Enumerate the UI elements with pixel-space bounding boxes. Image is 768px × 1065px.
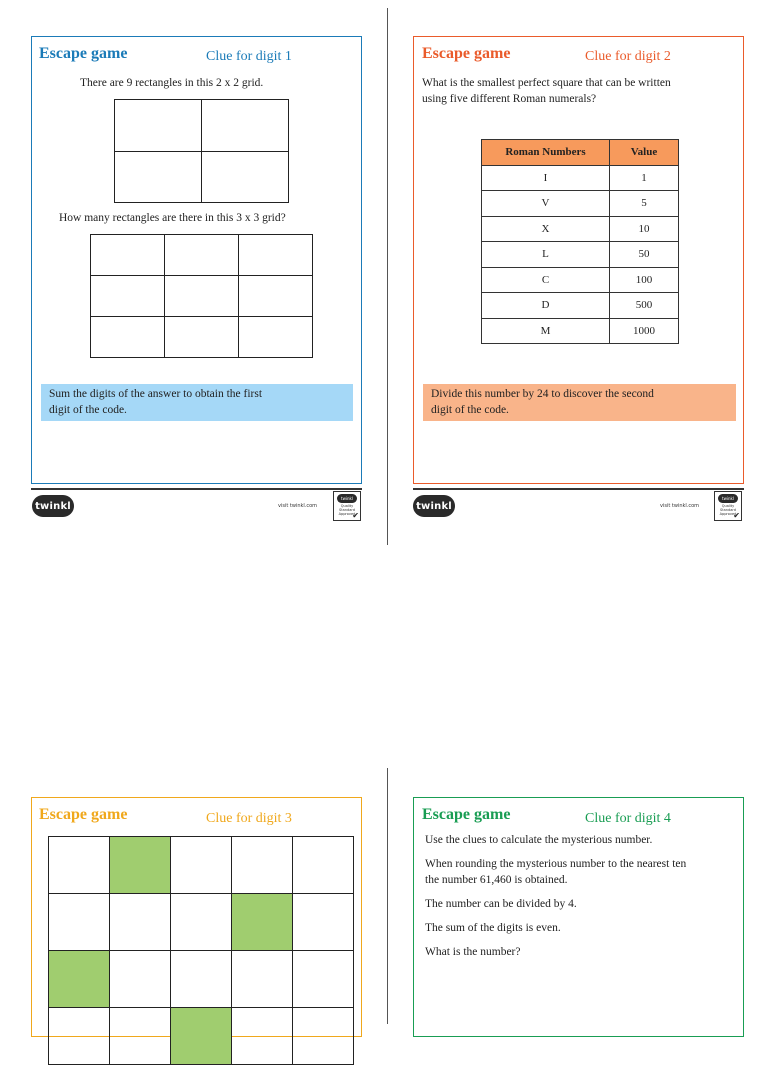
card-title: Escape game <box>39 45 128 62</box>
roman-numerals-table <box>481 139 679 344</box>
table-header: Roman Numbers <box>482 140 610 166</box>
instruction-box <box>41 384 353 421</box>
clue-text: the number 61,460 is obtained. <box>425 874 568 886</box>
grid-2x2 <box>114 99 289 203</box>
grid-cell <box>110 894 171 951</box>
twinkl-logo: twinkl <box>32 495 74 517</box>
grid-row <box>49 1008 354 1065</box>
question-line: using five different Roman numerals? <box>422 93 597 105</box>
colored-grid <box>48 836 354 1065</box>
value-cell: 500 <box>610 293 679 319</box>
grid-cell <box>165 276 239 317</box>
table-row <box>482 293 679 319</box>
table-row <box>482 318 679 344</box>
grid-cell <box>171 837 232 894</box>
grid-cell <box>293 1008 354 1065</box>
table-row <box>482 216 679 242</box>
footer-rule-left <box>31 488 362 490</box>
clue-text: The number can be divided by 4. <box>425 898 577 910</box>
clue-card-2 <box>413 36 744 484</box>
card-subtitle: Clue for digit 2 <box>585 49 671 64</box>
instruction-line: digit of the code. <box>431 404 509 416</box>
grid-cell <box>91 276 165 317</box>
grid-cell <box>165 317 239 358</box>
grid-cell-shaded <box>171 1008 232 1065</box>
grid-3x3 <box>90 234 313 358</box>
grid-cell <box>232 837 293 894</box>
roman-numeral-cell: V <box>482 191 610 217</box>
badge-text: Quality Standard Approved <box>338 504 356 516</box>
page-divider-top <box>387 8 388 545</box>
grid-cell <box>293 894 354 951</box>
twinkl-logo: twinkl <box>413 495 455 517</box>
grid-row <box>49 894 354 951</box>
roman-numeral-cell: I <box>482 165 610 191</box>
quality-badge <box>333 491 361 521</box>
table-header: Value <box>610 140 679 166</box>
clue-card-1 <box>31 36 362 484</box>
grid-cell <box>239 235 313 276</box>
grid-cell <box>91 235 165 276</box>
grid-cell <box>165 235 239 276</box>
intro-text: There are 9 rectangles in this 2 x 2 grid. <box>80 77 264 89</box>
card-subtitle: Clue for digit 3 <box>206 811 292 826</box>
clue-card-3 <box>31 797 362 1037</box>
grid-cell <box>115 100 202 152</box>
grid-cell <box>239 276 313 317</box>
value-cell: 1 <box>610 165 679 191</box>
grid-cell <box>232 1008 293 1065</box>
question-text: How many rectangles are there in this 3 x 3 grid? <box>59 212 286 224</box>
instruction-line: Sum the digits of the answer to obtain the first <box>49 388 263 400</box>
card-title: Escape game <box>422 806 511 823</box>
roman-numeral-cell: X <box>482 216 610 242</box>
grid-cell-shaded <box>232 894 293 951</box>
grid-cell <box>115 151 202 203</box>
footer-rule-right <box>413 488 744 490</box>
roman-numeral-cell: L <box>482 242 610 268</box>
roman-numeral-cell: D <box>482 293 610 319</box>
checkmark-icon: ✔ <box>733 511 740 520</box>
table-row <box>482 267 679 293</box>
card-subtitle: Clue for digit 1 <box>206 49 292 64</box>
grid-cell <box>110 951 171 1008</box>
roman-numeral-cell: C <box>482 267 610 293</box>
roman-numeral-cell: M <box>482 318 610 344</box>
grid-row <box>49 951 354 1008</box>
grid-cell <box>49 1008 110 1065</box>
grid-row <box>49 837 354 894</box>
table-row <box>482 165 679 191</box>
grid-cell <box>171 951 232 1008</box>
grid-cell <box>202 100 289 152</box>
instruction-box <box>423 384 736 421</box>
value-cell: 100 <box>610 267 679 293</box>
grid-cell <box>110 1008 171 1065</box>
grid-cell-shaded <box>49 951 110 1008</box>
grid-cell <box>91 317 165 358</box>
grid-cell <box>202 151 289 203</box>
value-cell: 10 <box>610 216 679 242</box>
page-divider-bottom <box>387 768 388 1024</box>
visit-link[interactable]: visit twinkl.com <box>660 503 700 509</box>
badge-logo: twinkl <box>718 494 738 503</box>
quality-badge <box>714 491 742 521</box>
question-line: What is the smallest perfect square that can be written <box>422 77 671 89</box>
value-cell: 1000 <box>610 318 679 344</box>
grid-cell <box>49 837 110 894</box>
card-title: Escape game <box>39 806 128 823</box>
visit-link[interactable]: visit twinkl.com <box>278 503 318 509</box>
value-cell: 50 <box>610 242 679 268</box>
checkmark-icon: ✔ <box>352 511 359 520</box>
table-row <box>482 191 679 217</box>
clue-text: When rounding the mysterious number to the nearest ten <box>425 858 687 870</box>
grid-cell <box>293 951 354 1008</box>
clue-card-4 <box>413 797 744 1037</box>
badge-logo: twinkl <box>337 494 357 503</box>
badge-text: Quality Standard Approved <box>719 504 737 516</box>
table-row <box>482 242 679 268</box>
instruction-line: Divide this number by 24 to discover the second <box>431 388 654 400</box>
card-subtitle: Clue for digit 4 <box>585 811 671 826</box>
grid-cell <box>49 894 110 951</box>
value-cell: 5 <box>610 191 679 217</box>
clue-text: What is the number? <box>425 946 521 958</box>
grid-cell <box>171 894 232 951</box>
grid-cell <box>293 837 354 894</box>
grid-cell <box>239 317 313 358</box>
card-title: Escape game <box>422 45 511 62</box>
clue-text: Use the clues to calculate the mysterious number. <box>425 834 653 846</box>
grid-cell <box>232 951 293 1008</box>
instruction-line: digit of the code. <box>49 404 127 416</box>
clue-text: The sum of the digits is even. <box>425 922 561 934</box>
grid-cell-shaded <box>110 837 171 894</box>
